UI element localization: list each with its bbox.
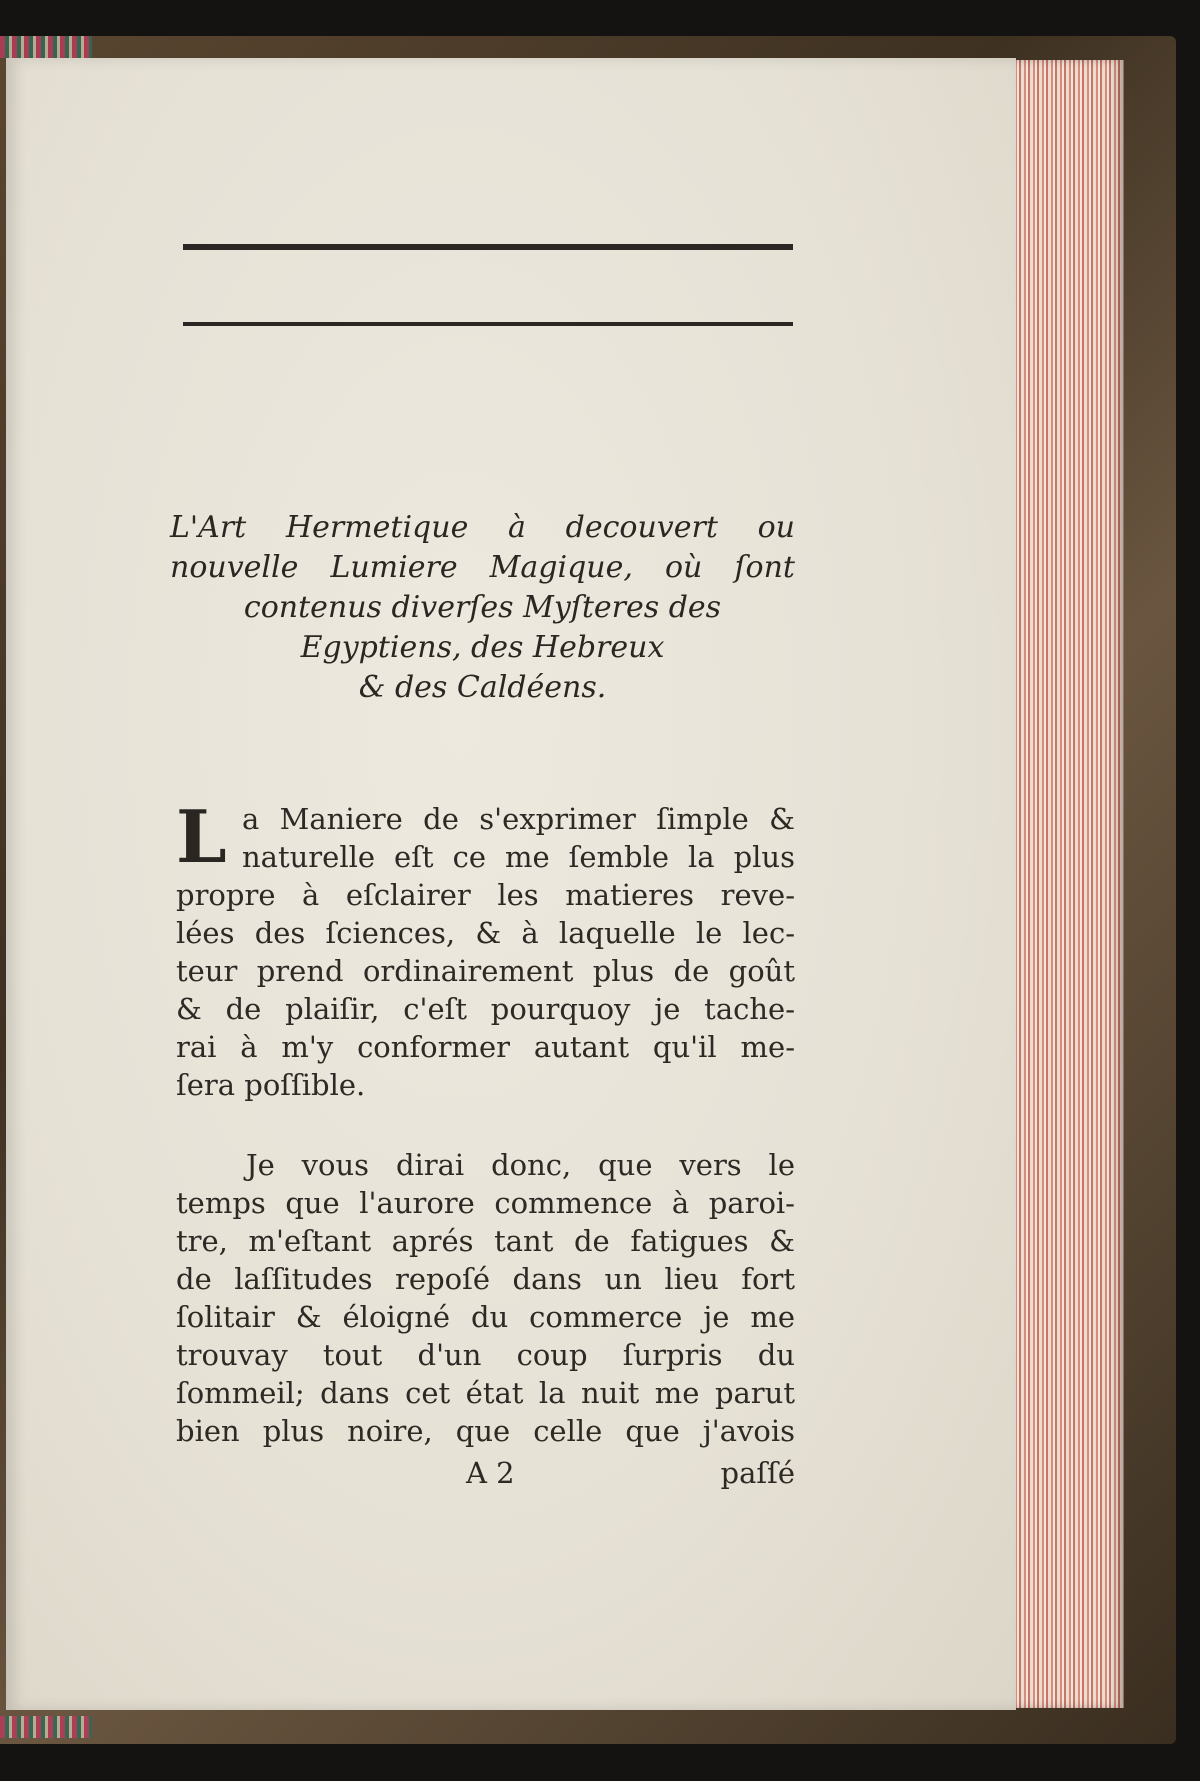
- title-block: [170, 508, 795, 708]
- body-line: lées des ſciences, & à laquelle le lec-: [176, 916, 795, 950]
- headband-bottom: [0, 1716, 92, 1738]
- title-line-1: L'Art Hermetique à decouvert ou: [170, 510, 795, 545]
- body-line: tre, m'eſtant aprés tant de fatigues &: [176, 1224, 795, 1258]
- top-rule: [183, 244, 793, 250]
- body-line: a Maniere de s'exprimer ſimple &: [242, 802, 795, 836]
- title-line-2: nouvelle Lumiere Magique, où ſont: [170, 550, 795, 585]
- body-line: rai à m'y conformer autant qu'il me-: [176, 1030, 795, 1064]
- body-line: Je vous dirai donc, que vers le: [246, 1148, 795, 1182]
- body-line: ſommeil; dans cet état la nuit me parut: [176, 1376, 795, 1410]
- page-edges: [1012, 60, 1124, 1708]
- title-line-4: Egyptiens, des Hebreux: [300, 630, 665, 665]
- headband-top: [0, 36, 92, 58]
- body-line: bien plus noire, que celle que j'avois: [176, 1414, 795, 1448]
- title-line-3: contenus diverſes Myſteres des: [243, 590, 722, 625]
- body-line: ſera poſſible.: [176, 1068, 366, 1102]
- body-line: temps que l'aurore commence à paroi-: [176, 1186, 795, 1220]
- body-line: propre à eſclairer les matieres reve-: [176, 878, 795, 912]
- paragraph-2: [176, 1146, 795, 1450]
- body-line: de laſſitudes repoſé dans un lieu fort: [176, 1262, 795, 1296]
- second-rule: [183, 322, 793, 326]
- body-line: & de plaiſir, c'eſt pourquoy je tache-: [176, 992, 795, 1026]
- body-line: teur prend ordinairement plus de goût: [176, 954, 795, 988]
- catchword: paſſé: [720, 1456, 795, 1490]
- body-line: naturelle eſt ce me ſemble la plus: [242, 840, 795, 874]
- paragraph-1: [176, 794, 795, 1104]
- signature-mark: A 2: [466, 1456, 515, 1490]
- body-line: trouvay tout d'un coup ſurpris du: [176, 1338, 795, 1372]
- body-line: ſolitair & éloigné du commerce je me: [176, 1300, 795, 1334]
- dropcap-letter: L: [176, 794, 227, 879]
- title-line-5: & des Caldéens.: [358, 670, 607, 705]
